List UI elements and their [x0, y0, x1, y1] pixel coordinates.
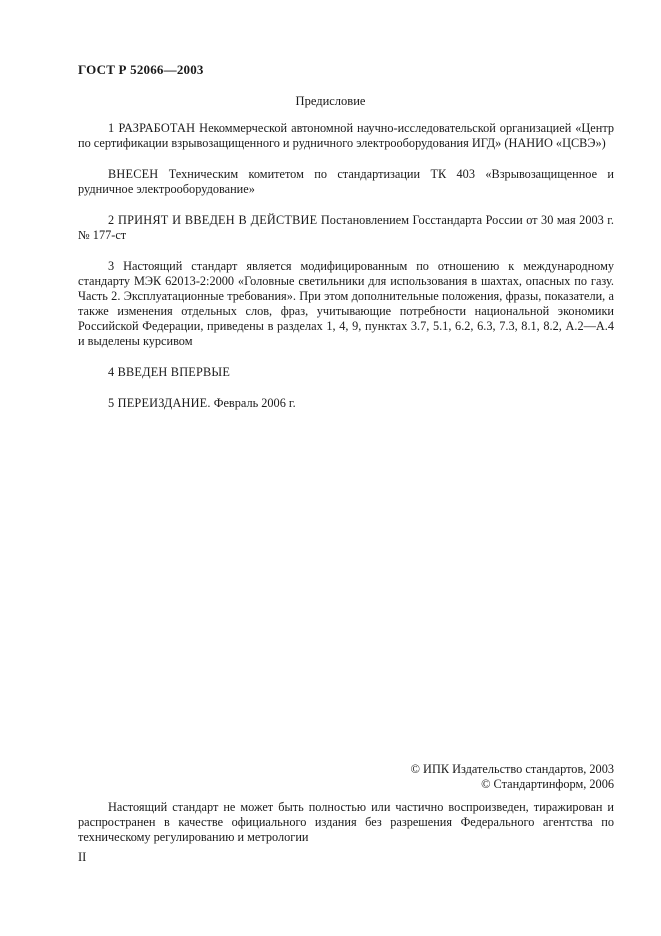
section-title: Предисловие — [295, 94, 366, 108]
item-lead: 2 ПРИНЯТ И ВВЕДЕН В ДЕЙСТВИЕ — [108, 213, 318, 227]
item-text: Постановлением Госстандарта России от 30 мая 2003 г. № 177-ст — [78, 213, 614, 242]
item-text: Настоящий стандарт является модифицированным по отношению к международному стандарту МЭК 62013-2:2000 «Головные светильники для использования в шахтах, опасных по газу. Часть 2. Эксплуатационные требования». При этом дополнительные положения, фразы, показатели, а также изменения отдельных слов, фраз, учитывающие потребности национальной экономики Российской Федерации, приведены в разделах 1, 4, 9, пунктах 3.7, 5.1, 6.2, 6.3, 7.3, 8.1, 8.2, А.2—А.4 и выделены курсивом — [78, 259, 614, 348]
item-lead: 1 РАЗРАБОТАН — [108, 121, 196, 135]
item-first-introduced — [78, 365, 614, 380]
item-reissue — [78, 396, 614, 411]
reproduction-notice: Настоящий стандарт не может быть полностью или частично воспроизведен, тиражирован и распространен в качестве официального издания без разрешения Федерального агентства по техническому регулированию и метрологии — [78, 800, 614, 844]
foreword-body — [78, 121, 614, 427]
item-text: Некоммерческой автономной научно-исследовательской организацией «Центр по сертификации взрывозащищенного и рудничного электрооборудования ИГД» (НАНИО «ЦСВЭ») — [78, 121, 614, 150]
copyright-line-ipk: © ИПК Издательство стандартов, 2003 — [410, 762, 614, 776]
item-text: Техническим комитетом по стандартизации ТК 403 «Взрывозащищенное и рудничное электрооборудование» — [78, 167, 614, 196]
item-modified-standard — [78, 259, 614, 349]
item-lead: 3 — [108, 259, 115, 273]
item-introduced — [78, 167, 614, 197]
item-text: Февраль 2006 г. — [210, 396, 296, 410]
item-lead: ВНЕСЕН — [108, 167, 159, 181]
page-number: II — [78, 850, 87, 864]
document-code: ГОСТ Р 52066—2003 — [78, 62, 204, 77]
item-developed — [78, 121, 614, 151]
item-lead: 4 ВВЕДЕН ВПЕРВЫЕ — [108, 365, 231, 379]
item-adopted — [78, 213, 614, 243]
copyright-block — [411, 762, 614, 792]
item-lead: 5 ПЕРЕИЗДАНИЕ. — [108, 396, 211, 410]
copyright-line-standartinform: © Стандартинформ, 2006 — [481, 777, 614, 791]
